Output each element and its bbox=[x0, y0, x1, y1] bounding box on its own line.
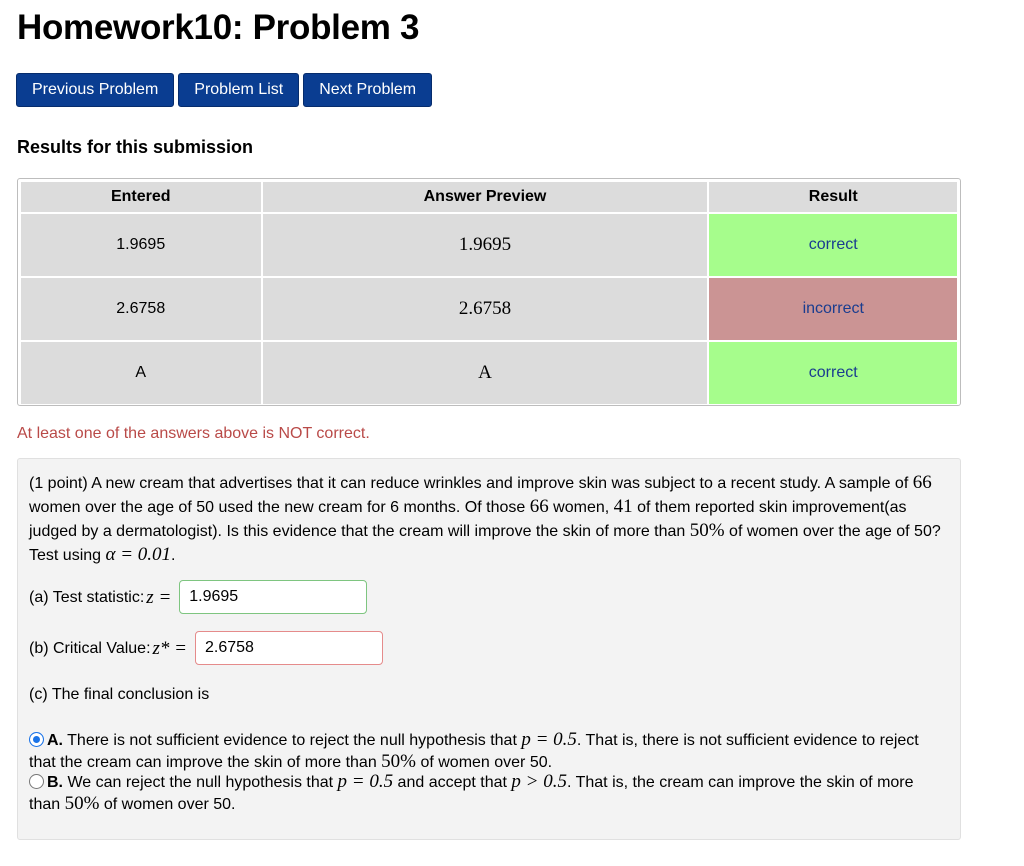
table-row bbox=[21, 342, 957, 404]
problem-box bbox=[17, 458, 961, 840]
part-a-symbol: z = bbox=[146, 586, 172, 608]
success-count: 41 bbox=[613, 496, 633, 517]
column-header-answer-preview: Answer Preview bbox=[263, 182, 708, 212]
option-text: . That is, the cream can improve the skin of more than bbox=[29, 774, 914, 813]
option-math: p = 0.5 bbox=[337, 771, 394, 792]
problem-nav bbox=[16, 73, 432, 107]
column-header-entered: Entered bbox=[21, 182, 261, 212]
part-b-label: (b) Critical Value: bbox=[29, 639, 151, 657]
option-text: of women over 50. bbox=[99, 796, 236, 813]
part-b-row bbox=[29, 631, 383, 665]
result-cell-correct: correct bbox=[709, 342, 957, 404]
entered-cell: 1.9695 bbox=[21, 214, 261, 276]
problem-statement bbox=[29, 471, 951, 567]
option-text: . That is, there is not sufficient evidence to reject that the cream can improve the skin of more than bbox=[29, 732, 919, 771]
option-text: We can reject the null hypothesis that bbox=[63, 774, 338, 791]
radio-selected-icon[interactable] bbox=[29, 732, 44, 747]
entered-cell: A bbox=[21, 342, 261, 404]
part-a-row bbox=[29, 580, 367, 614]
statement-text: of women over the age of 50? Test using bbox=[29, 523, 941, 564]
results-heading: Results for this submission bbox=[17, 137, 254, 157]
option-a-letter: A. bbox=[47, 732, 63, 749]
statement-text: A new cream that advertises that it can reduce wrinkles and improve skin was subject to a recent study. A sample of bbox=[87, 475, 913, 492]
table-row bbox=[21, 278, 957, 340]
result-cell-correct: correct bbox=[709, 214, 957, 276]
table-row bbox=[21, 214, 957, 276]
preview-cell: A bbox=[263, 342, 708, 404]
results-header-row bbox=[21, 182, 957, 212]
option-a[interactable] bbox=[29, 729, 949, 773]
option-math: 50% bbox=[64, 793, 100, 814]
statement-text: . bbox=[171, 547, 176, 564]
option-b[interactable] bbox=[29, 771, 949, 815]
option-text: There is not sufficient evidence to reject the null hypothesis that bbox=[63, 732, 522, 749]
statement-text: women, bbox=[548, 499, 614, 516]
points-label: (1 point) bbox=[29, 475, 88, 492]
test-statistic-input[interactable] bbox=[179, 580, 367, 614]
critical-value-input[interactable] bbox=[195, 631, 383, 665]
option-b-letter: B. bbox=[47, 774, 63, 791]
radio-unselected-icon[interactable] bbox=[29, 774, 44, 789]
sample-size: 66 bbox=[912, 472, 932, 493]
entered-cell: 2.6758 bbox=[21, 278, 261, 340]
next-problem-button[interactable]: Next Problem bbox=[303, 73, 432, 107]
problem-list-button[interactable]: Problem List bbox=[178, 73, 299, 107]
option-math: 50% bbox=[381, 751, 416, 772]
preview-cell: 1.9695 bbox=[263, 214, 708, 276]
page-title: Homework10: Problem 3 bbox=[17, 8, 420, 47]
option-math: p > 0.5 bbox=[511, 771, 567, 792]
statement-text: women over the age of 50 used the new cream for 6 months. Of those bbox=[29, 499, 530, 516]
part-a-label: (a) Test statistic: bbox=[29, 588, 145, 606]
percent-value: 50% bbox=[689, 520, 725, 541]
part-c-label: (c) The final conclusion is bbox=[29, 686, 210, 703]
previous-problem-button[interactable]: Previous Problem bbox=[16, 73, 174, 107]
result-cell-incorrect: incorrect bbox=[709, 278, 957, 340]
option-text: of women over 50. bbox=[416, 754, 553, 771]
sample-size: 66 bbox=[529, 496, 549, 517]
option-text: and accept that bbox=[393, 774, 512, 791]
not-correct-message: At least one of the answers above is NOT correct. bbox=[17, 425, 370, 442]
preview-cell: 2.6758 bbox=[263, 278, 708, 340]
column-header-result: Result bbox=[709, 182, 957, 212]
statement-text: of them reported skin improvement(as judged by a dermatologist). Is this evidence that the cream will improve the skin of more than bbox=[29, 499, 907, 540]
part-b-symbol: z* = bbox=[152, 637, 187, 659]
results-table bbox=[17, 178, 961, 406]
alpha-value: α = 0.01 bbox=[105, 544, 172, 565]
option-math: p = 0.5 bbox=[521, 729, 577, 750]
